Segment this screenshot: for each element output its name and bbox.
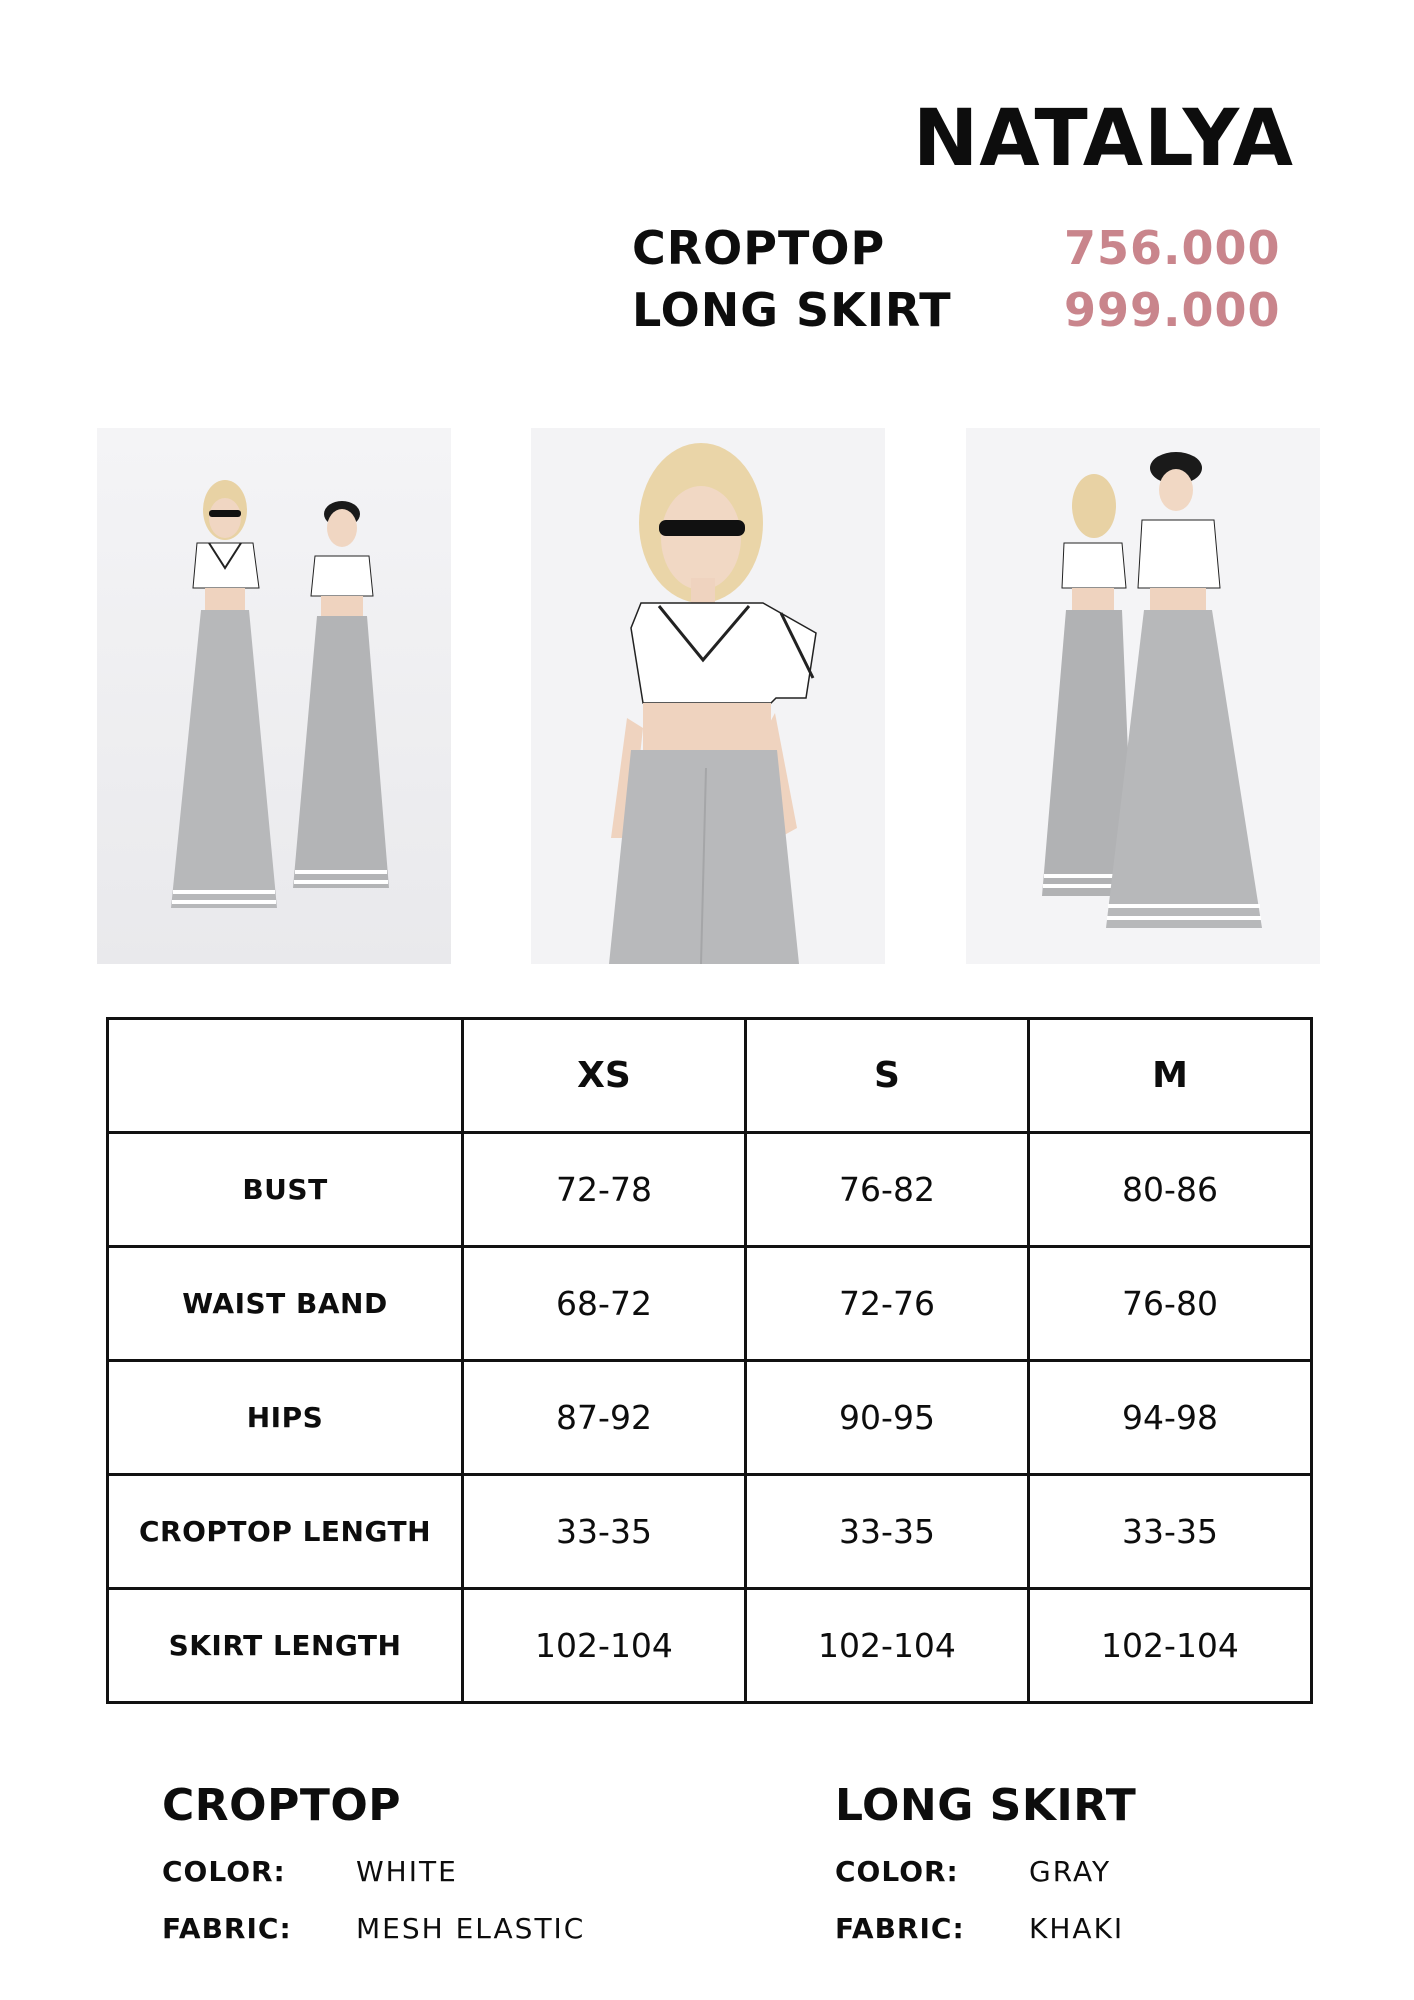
fabric-label: FABRIC: [162,1912,292,1945]
table-header-row [108,1019,1312,1133]
table-cell: 33-35 [463,1475,746,1589]
two-models-back-photo [966,428,1320,964]
color-label: COLOR: [835,1855,959,1888]
two-models-photo [97,428,451,964]
price-value: 999.000 [1064,283,1281,337]
croptop-spec [162,1780,722,1950]
table-cell: 80-86 [1029,1133,1312,1247]
table-cell: 33-35 [746,1475,1029,1589]
size-header-xs: XS [463,1019,746,1133]
table-cell: 72-78 [463,1133,746,1247]
table-cell: 33-35 [1029,1475,1312,1589]
long-skirt-spec [835,1780,1395,1950]
size-header-s: S [746,1019,1029,1133]
table-row [108,1361,1312,1475]
table-cell: 87-92 [463,1361,746,1475]
row-label-bust: BUST [108,1133,463,1247]
table-cell: 102-104 [1029,1589,1312,1703]
table-cell: 94-98 [1029,1361,1312,1475]
closeup-model-photo [531,428,885,964]
row-label-croptop-length: CROPTOP LENGTH [108,1475,463,1589]
row-label-waist-band: WAIST BAND [108,1247,463,1361]
row-label-skirt-length: SKIRT LENGTH [108,1589,463,1703]
price-item-name: LONG SKIRT [632,283,952,337]
size-chart-table [106,1017,1313,1704]
table-corner-cell [108,1019,463,1133]
fabric-value: KHAKI [1029,1912,1125,1945]
table-row [108,1475,1312,1589]
table-row [108,1133,1312,1247]
table-cell: 72-76 [746,1247,1029,1361]
row-label-hips: HIPS [108,1361,463,1475]
table-cell: 90-95 [746,1361,1029,1475]
brand-title: NATALYA [912,94,1294,184]
size-header-m: M [1029,1019,1312,1133]
table-cell: 76-80 [1029,1247,1312,1361]
color-value: WHITE [356,1855,458,1888]
price-row-long-skirt [632,280,1282,340]
table-row [108,1247,1312,1361]
fabric-value: MESH ELASTIC [356,1912,586,1945]
fabric-label: FABRIC: [835,1912,965,1945]
price-item-name: CROPTOP [632,221,886,275]
spec-title: LONG SKIRT [835,1780,1137,1831]
table-cell: 102-104 [746,1589,1029,1703]
color-label: COLOR: [162,1855,286,1888]
table-cell: 76-82 [746,1133,1029,1247]
spec-title: CROPTOP [162,1780,401,1831]
table-row [108,1589,1312,1703]
price-value: 756.000 [1064,221,1281,275]
color-value: GRAY [1029,1855,1112,1888]
table-cell: 102-104 [463,1589,746,1703]
price-row-croptop [632,218,1282,278]
table-cell: 68-72 [463,1247,746,1361]
